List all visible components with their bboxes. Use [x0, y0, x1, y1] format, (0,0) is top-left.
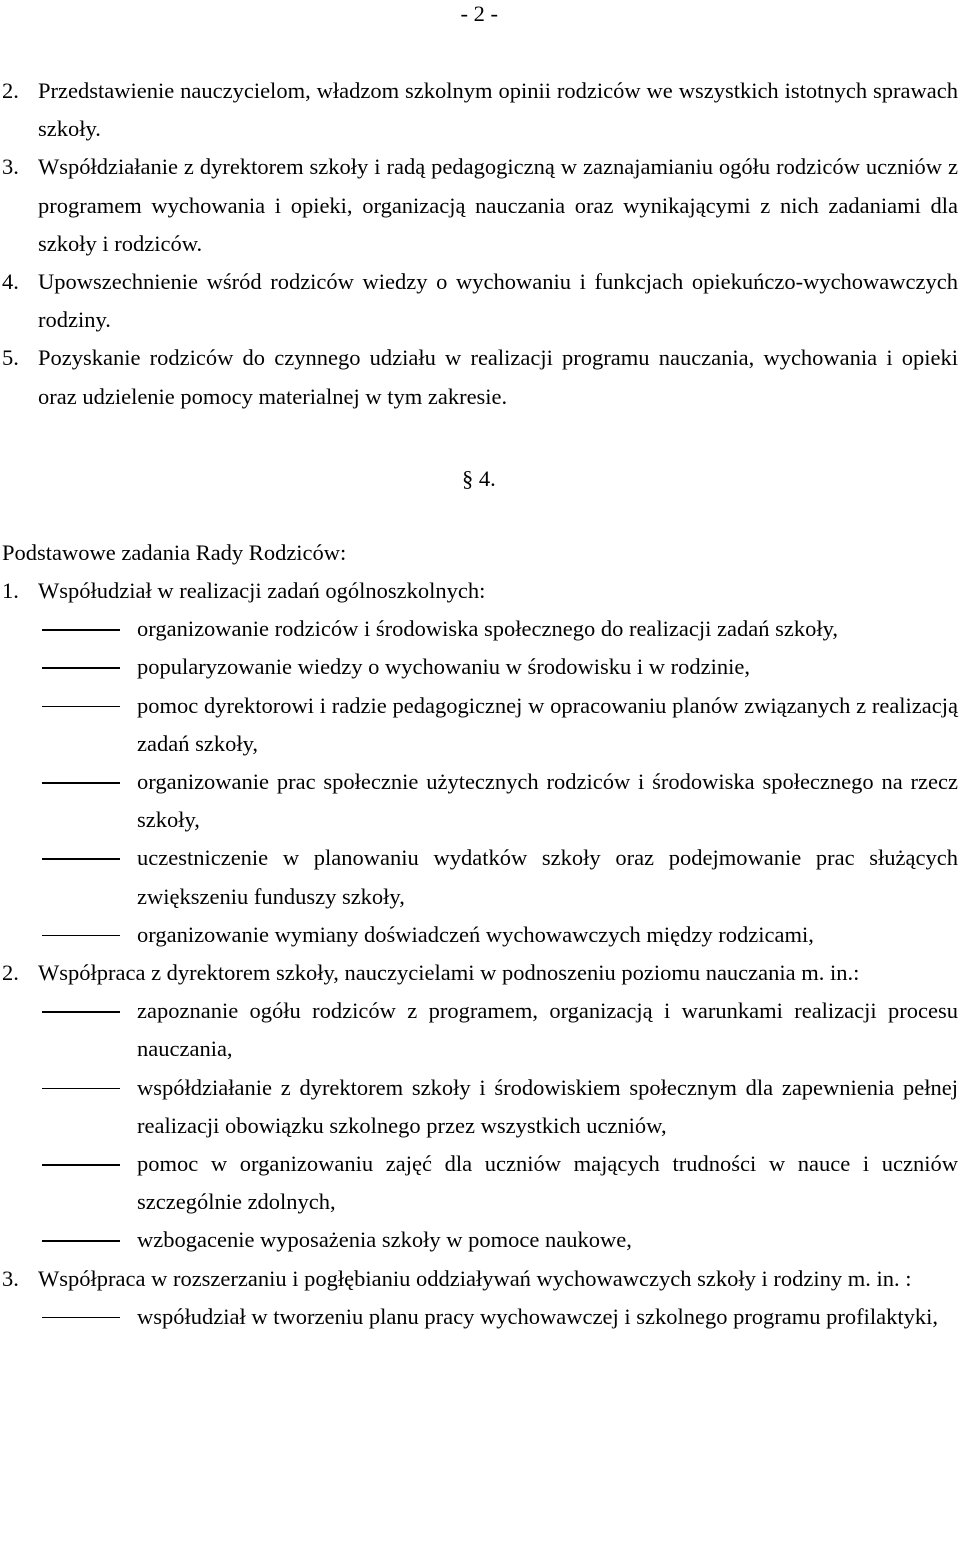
- dash-marker: [2, 763, 137, 839]
- list-item: [2, 72, 958, 148]
- dash-marker: [2, 1221, 137, 1259]
- task-group: [2, 954, 958, 1260]
- bullet-list: [2, 610, 958, 954]
- item-number: 4.: [2, 269, 19, 295]
- bullet-text: pomoc w organizowaniu zajęć dla uczniów mających trudności w nauce i uczniów szczególnie zdolnych,: [137, 1151, 958, 1215]
- section-heading: § 4.: [462, 466, 496, 491]
- list-item: [2, 148, 958, 263]
- item-text: Przedstawienie nauczycielom, władzom szkolnym opinii rodziców we wszystkich istotnych sprawach szkoły.: [38, 78, 958, 142]
- page-number: - 2 -: [460, 1, 498, 26]
- item-text: Współdziałanie z dyrektorem szkoły i radą pedagogiczną w zaznajamianiu ogółu rodziców uczniów z programem wychowania i opieki, organizacją nauczania oraz wynikającymi z nich zadaniami dla szkoły i rodziców.: [38, 154, 958, 256]
- list-item: [2, 263, 958, 339]
- bullet-item: [2, 992, 958, 1068]
- item-number: 2.: [2, 78, 19, 103]
- bullet-text: organizowanie prac społecznie użytecznych rodziców i środowiska społecznego na rzecz szkoły,: [137, 769, 958, 833]
- task-number: 3.: [2, 1265, 19, 1291]
- tasks-list: [2, 572, 958, 1336]
- bullet-item: [2, 648, 958, 686]
- task-item: [2, 954, 958, 992]
- bullet-item: [2, 1069, 958, 1145]
- bullet-item: [2, 1298, 958, 1336]
- bullet-text: współudział w tworzeniu planu pracy wychowawczej i szkolnego programu profilaktyki,: [137, 1303, 939, 1329]
- bullet-item: [2, 1221, 958, 1259]
- bullet-item: [2, 839, 958, 915]
- dash-marker: [2, 1069, 137, 1145]
- dash-marker: [2, 648, 137, 686]
- dash-marker: [2, 687, 137, 763]
- task-text: Współpraca w rozszerzaniu i pogłębianiu oddziaływań wychowawczych szkoły i rodziny m. in. :: [38, 1265, 912, 1291]
- item-number: 3.: [2, 154, 19, 180]
- bullet-list: [2, 1298, 958, 1336]
- task-text: Współudział w realizacji zadań ogólnoszkolnych:: [38, 578, 486, 603]
- dash-marker: [2, 1145, 137, 1221]
- item-text: Pozyskanie rodziców do czynnego udziału w realizacji programu nauczania, wychowania i opieki oraz udzielenie pomocy materialnej w tym zakresie.: [38, 345, 958, 409]
- task-item: [2, 1260, 958, 1298]
- bullet-item: [2, 763, 958, 839]
- bullet-text: popularyzowanie wiedzy o wychowaniu w środowisku i w rodzinie,: [137, 654, 750, 680]
- list-item: [2, 339, 958, 415]
- task-group: [2, 1260, 958, 1336]
- task-item: [2, 572, 958, 610]
- section-intro: Podstawowe zadania Rady Rodziców:: [2, 540, 347, 565]
- bullet-item: [2, 916, 958, 954]
- dash-marker: [2, 916, 137, 954]
- bullet-text: zapoznanie ogółu rodziców z programem, organizacją i warunkami realizacji procesu nauczania,: [137, 998, 958, 1062]
- bullet-text: organizowanie wymiany doświadczeń wychowawczych między rodzicami,: [137, 921, 814, 947]
- task-group: [2, 572, 958, 954]
- item-number: 5.: [2, 345, 19, 371]
- bullet-list: [2, 992, 958, 1259]
- task-number: 2.: [2, 960, 19, 986]
- bullet-text: wzbogacenie wyposażenia szkoły w pomoce naukowe,: [137, 1227, 632, 1253]
- dash-marker: [2, 992, 137, 1068]
- task-number: 1.: [2, 578, 19, 603]
- dash-marker: [2, 839, 137, 915]
- dash-marker: [2, 1298, 137, 1336]
- dash-marker: [2, 610, 137, 648]
- bullet-text: uczestniczenie w planowaniu wydatków szkoły oraz podejmowanie prac służących zwiększeniu funduszy szkoły,: [137, 845, 958, 909]
- bullet-item: [2, 687, 958, 763]
- item-text: Upowszechnienie wśród rodziców wiedzy o wychowaniu i funkcjach opiekuńczo-wychowawczych rodziny.: [38, 269, 958, 333]
- task-text: Współpraca z dyrektorem szkoły, nauczycielami w podnoszeniu poziomu nauczania m. in.:: [38, 960, 860, 986]
- bullet-item: [2, 1145, 958, 1221]
- bullet-text: pomoc dyrektorowi i radzie pedagogicznej w opracowaniu planów związanych z realizacją zadań szkoły,: [137, 692, 958, 756]
- bullet-text: współdziałanie z dyrektorem szkoły i środowiskiem społecznym dla zapewnienia pełnej realizacji obowiązku szkolnego przez wszystkich uczniów,: [137, 1074, 958, 1138]
- bullet-text: organizowanie rodziców i środowiska społecznego do realizacji zadań szkoły,: [137, 616, 838, 642]
- bullet-item: [2, 610, 958, 648]
- top-list: [2, 72, 958, 416]
